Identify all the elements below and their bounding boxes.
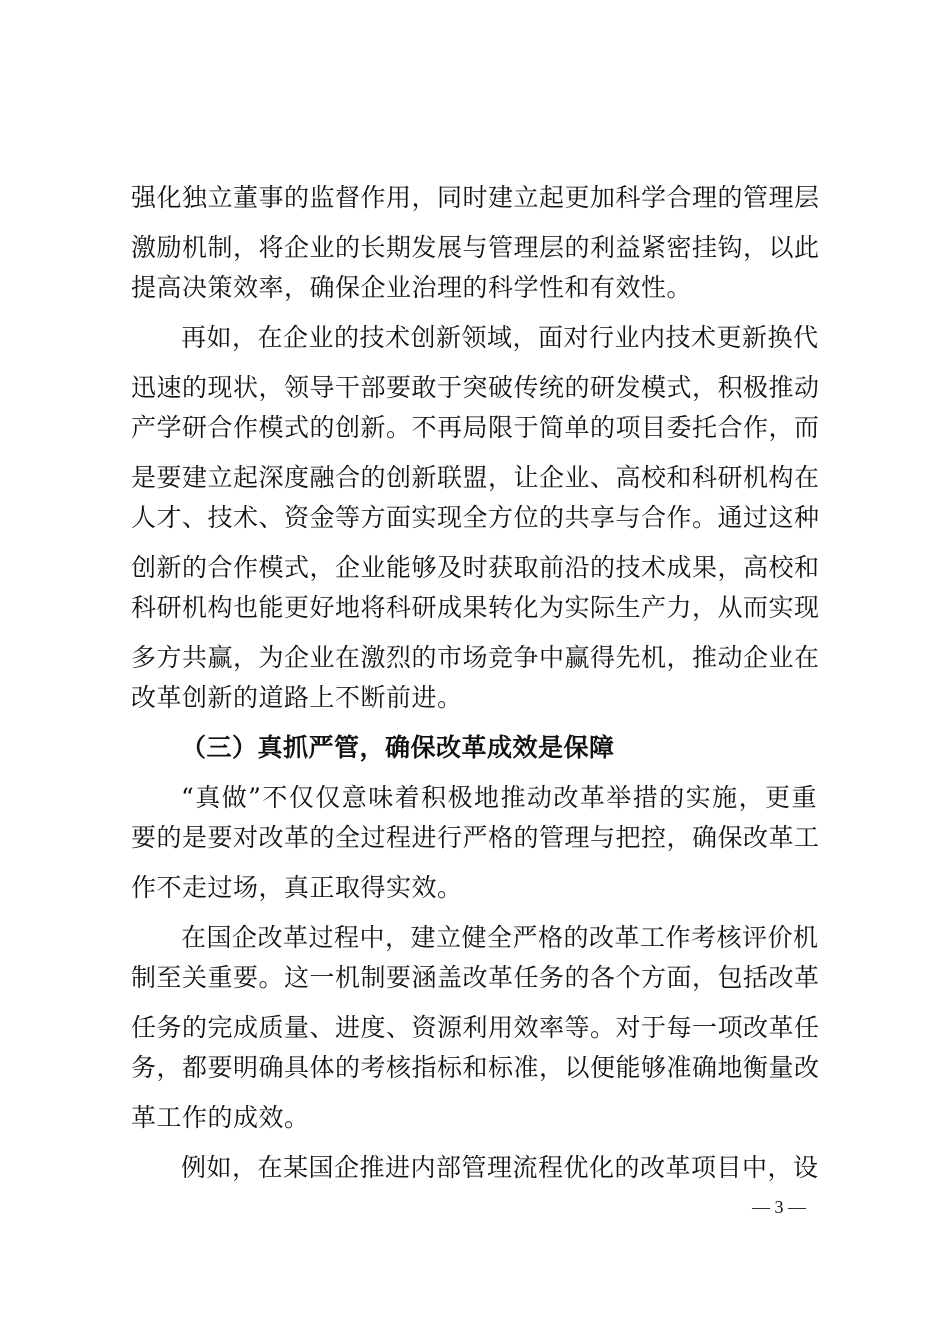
paragraph-line: 革工作的成效。 <box>131 1103 310 1132</box>
paragraph-line: 人才、技术、资金等方面实现全方位的共享与合作。通过这种 <box>131 503 820 532</box>
page-number: — 3 — <box>752 1197 806 1217</box>
paragraph-line: “真做”不仅仅意味着积极地推动改革举措的实施，更重 <box>181 783 817 812</box>
paragraph-line: 作不走过场，真正取得实效。 <box>131 873 463 902</box>
paragraph-line: 强化独立董事的监督作用，同时建立起更加科学合理的管理层 <box>131 183 820 212</box>
section-heading: （三）真抓严管，确保改革成效是保障 <box>181 733 615 762</box>
paragraph-line: 任务的完成质量、进度、资源利用效率等。对于每一项改革任 <box>131 1013 820 1042</box>
paragraph-line: 再如，在企业的技术创新领域，面对行业内技术更新换代 <box>181 323 819 352</box>
paragraph-line: 激励机制，将企业的长期发展与管理层的利益紧密挂钩，以此 <box>131 233 820 262</box>
paragraph-line: 是要建立起深度融合的创新联盟，让企业、高校和科研机构在 <box>131 463 820 492</box>
paragraph-line: 提高决策效率，确保企业治理的科学性和有效性。 <box>131 273 693 302</box>
paragraph-line: 制至关重要。这一机制要涵盖改革任务的各个方面，包括改革 <box>131 963 820 992</box>
paragraph-line: 产学研合作模式的创新。不再局限于简单的项目委托合作，而 <box>131 413 820 442</box>
paragraph-line: 例如，在某国企推进内部管理流程优化的改革项目中，设 <box>181 1153 819 1182</box>
paragraph-line: 要的是要对改革的全过程进行严格的管理与把控，确保改革工 <box>131 823 820 852</box>
paragraph-line: 迅速的现状，领导干部要敢于突破传统的研发模式，积极推动 <box>131 373 820 402</box>
paragraph-line: 务，都要明确具体的考核指标和标准，以便能够准确地衡量改 <box>131 1053 820 1082</box>
paragraph-line: 改革创新的道路上不断前进。 <box>131 683 463 712</box>
paragraph-line: 在国企改革过程中，建立健全严格的改革工作考核评价机 <box>181 923 819 952</box>
paragraph-line: 创新的合作模式，企业能够及时获取前沿的技术成果，高校和 <box>131 553 820 582</box>
paragraph-line: 多方共赢，为企业在激烈的市场竞争中赢得先机，推动企业在 <box>131 643 820 672</box>
paragraph-line: 科研机构也能更好地将科研成果转化为实际生产力，从而实现 <box>131 593 820 622</box>
